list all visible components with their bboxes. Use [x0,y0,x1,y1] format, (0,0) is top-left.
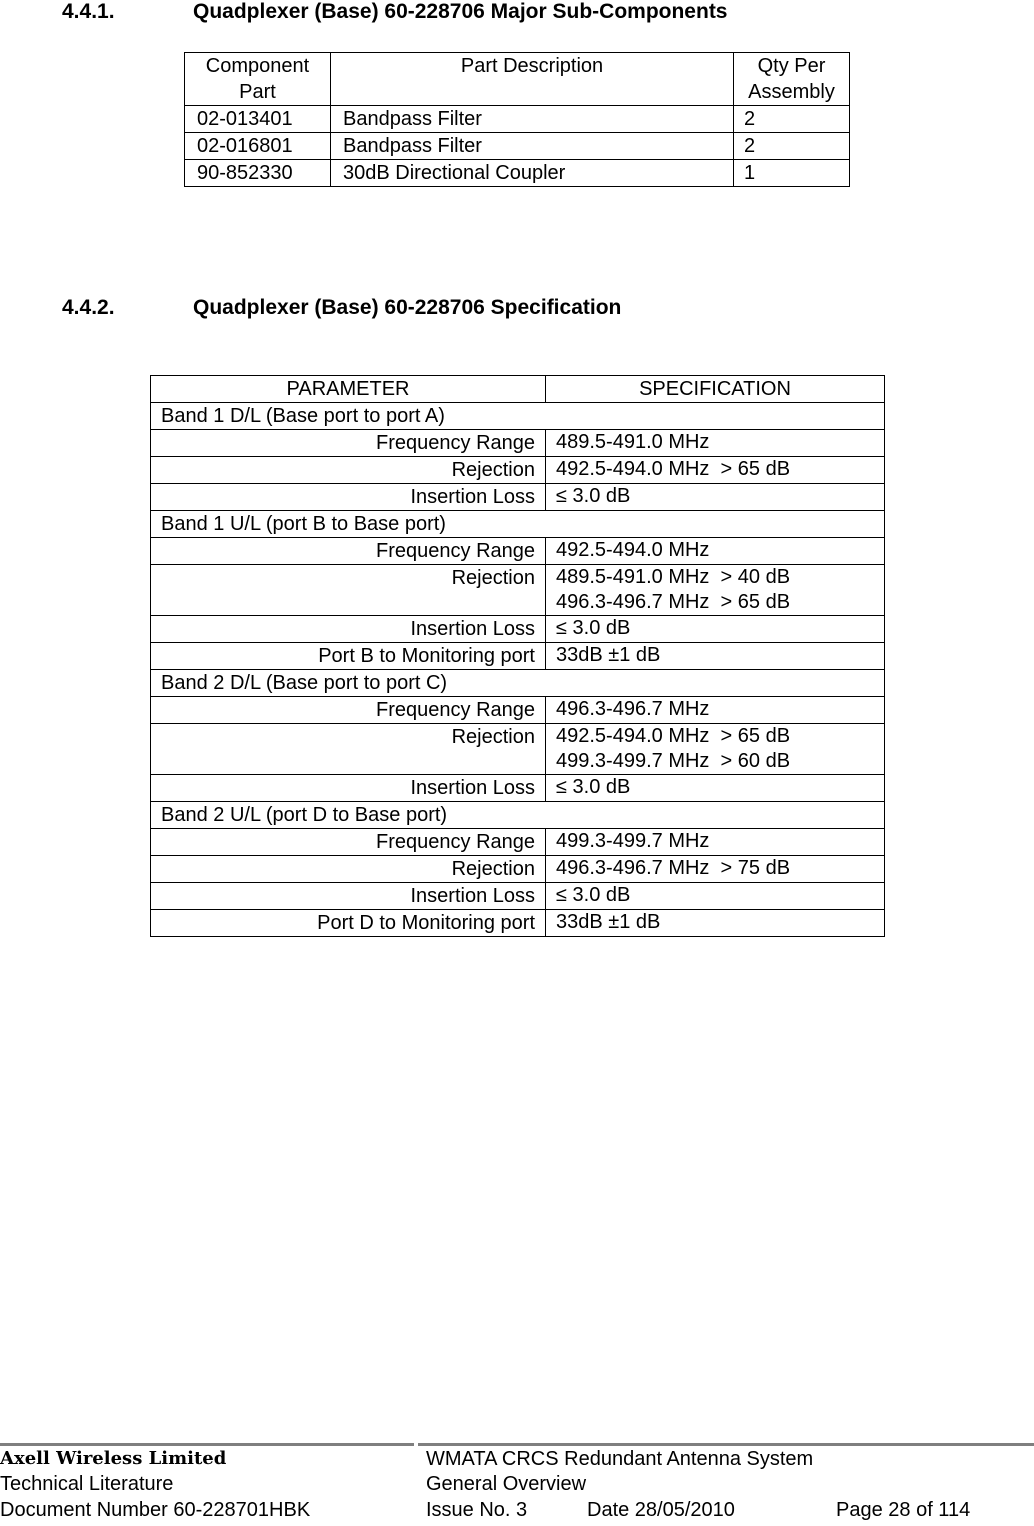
spec-parameter: Port B to Monitoring port [151,643,546,670]
spec-row [151,724,885,775]
spec-row [151,829,885,856]
spec-value [546,856,885,883]
component-part-cell: 02-016801 [185,133,331,160]
footer-doc-type: Technical Literature [0,1473,174,1495]
spec-parameter: Rejection [151,856,546,883]
part-description-cell: Bandpass Filter [331,106,734,133]
spec-value [546,538,885,565]
spec-value-line: 496.3-496.7 MHz > 65 dB [556,591,791,613]
spec-row [151,697,885,724]
header-component-part: Component Part [185,53,331,106]
footer-system: WMATA CRCS Redundant Antenna System [426,1448,814,1470]
footer-date: Date 28/05/2010 [587,1499,735,1521]
section-title: Quadplexer (Base) 60-228706 Major Sub-Components [193,0,728,23]
spec-value-line: 492.5-494.0 MHz [556,539,710,561]
header-qty-per-assembly: Qty Per Assembly [734,53,850,106]
footer-divider-gap [414,1440,418,1449]
spec-value-line: 489.5-491.0 MHz > 40 dB [556,566,791,588]
spec-parameter: Insertion Loss [151,775,546,802]
spec-value [546,430,885,457]
spec-group-label: Band 1 D/L (Base port to port A) [151,403,885,430]
specification-table [150,375,885,937]
spec-value-line: 499.3-499.7 MHz [556,830,710,852]
spec-row [151,457,885,484]
qty-cell: 2 [734,133,850,160]
component-part-cell: 02-013401 [185,106,331,133]
spec-value [546,883,885,910]
header-part-description: Part Description [331,53,734,106]
spec-value-line: 33dB ±1 dB [556,911,661,933]
spec-parameter: Frequency Range [151,697,546,724]
spec-value-line: ≤ 3.0 dB [556,884,631,906]
spec-parameter: Insertion Loss [151,616,546,643]
spec-parameter: Rejection [151,457,546,484]
qty-cell: 2 [734,106,850,133]
part-description-cell: 30dB Directional Coupler [331,160,734,187]
page-footer [0,1440,1034,1526]
spec-group-row [151,802,885,829]
spec-parameter: Frequency Range [151,538,546,565]
spec-row [151,883,885,910]
spec-row [151,430,885,457]
section-title: Quadplexer (Base) 60-228706 Specification [193,296,622,319]
spec-group-label: Band 2 D/L (Base port to port C) [151,670,885,697]
spec-value [546,697,885,724]
spec-value [546,643,885,670]
footer-doc-number: Document Number 60-228701HBK [0,1499,311,1521]
spec-row [151,616,885,643]
spec-value [546,565,885,616]
spec-header-row [151,376,885,403]
qty-cell: 1 [734,160,850,187]
header-parameter: PARAMETER [151,376,546,403]
section-number: 4.4.1. [62,0,115,23]
spec-row [151,565,885,616]
spec-group-row [151,670,885,697]
components-header-row [185,53,850,106]
spec-row [151,856,885,883]
spec-value-line: 492.5-494.0 MHz > 65 dB [556,725,791,747]
component-row [185,106,850,133]
spec-group-row [151,511,885,538]
spec-parameter: Frequency Range [151,430,546,457]
component-row [185,133,850,160]
spec-value-line: ≤ 3.0 dB [556,617,631,639]
section-heading-major-sub-components [62,0,728,24]
spec-row [151,910,885,937]
spec-value [546,775,885,802]
spec-value [546,910,885,937]
spec-parameter: Rejection [151,724,546,775]
spec-row [151,775,885,802]
spec-parameter: Insertion Loss [151,484,546,511]
component-part-cell: 90-852330 [185,160,331,187]
footer-overview: General Overview [426,1473,587,1495]
spec-value-line: ≤ 3.0 dB [556,485,631,507]
footer-issue: Issue No. 3 [426,1499,528,1521]
spec-value-line: ≤ 3.0 dB [556,776,631,798]
spec-parameter: Rejection [151,565,546,616]
footer-company: Axell Wireless Limited [0,1448,227,1469]
spec-value-line: 489.5-491.0 MHz [556,431,710,453]
spec-value-line: 496.3-496.7 MHz > 75 dB [556,857,791,879]
spec-parameter: Frequency Range [151,829,546,856]
spec-value-line: 492.5-494.0 MHz > 65 dB [556,458,791,480]
spec-value-line: 499.3-499.7 MHz > 60 dB [556,750,791,772]
components-table [184,52,850,187]
spec-value [546,616,885,643]
spec-value [546,457,885,484]
spec-value-line: 33dB ±1 dB [556,644,661,666]
part-description-cell: Bandpass Filter [331,133,734,160]
spec-row [151,538,885,565]
spec-group-row [151,403,885,430]
section-heading-specification [62,296,621,320]
spec-value [546,724,885,775]
footer-page: Page 28 of 114 [836,1499,971,1521]
spec-group-label: Band 2 U/L (port D to Base port) [151,802,885,829]
spec-value-line: 496.3-496.7 MHz [556,698,710,720]
spec-row [151,484,885,511]
component-row [185,160,850,187]
spec-parameter: Port D to Monitoring port [151,910,546,937]
section-number: 4.4.2. [62,296,115,319]
spec-value [546,484,885,511]
spec-group-label: Band 1 U/L (port B to Base port) [151,511,885,538]
spec-parameter: Insertion Loss [151,883,546,910]
footer-divider [0,1443,1034,1446]
spec-value [546,829,885,856]
header-specification: SPECIFICATION [546,376,885,403]
spec-row [151,643,885,670]
